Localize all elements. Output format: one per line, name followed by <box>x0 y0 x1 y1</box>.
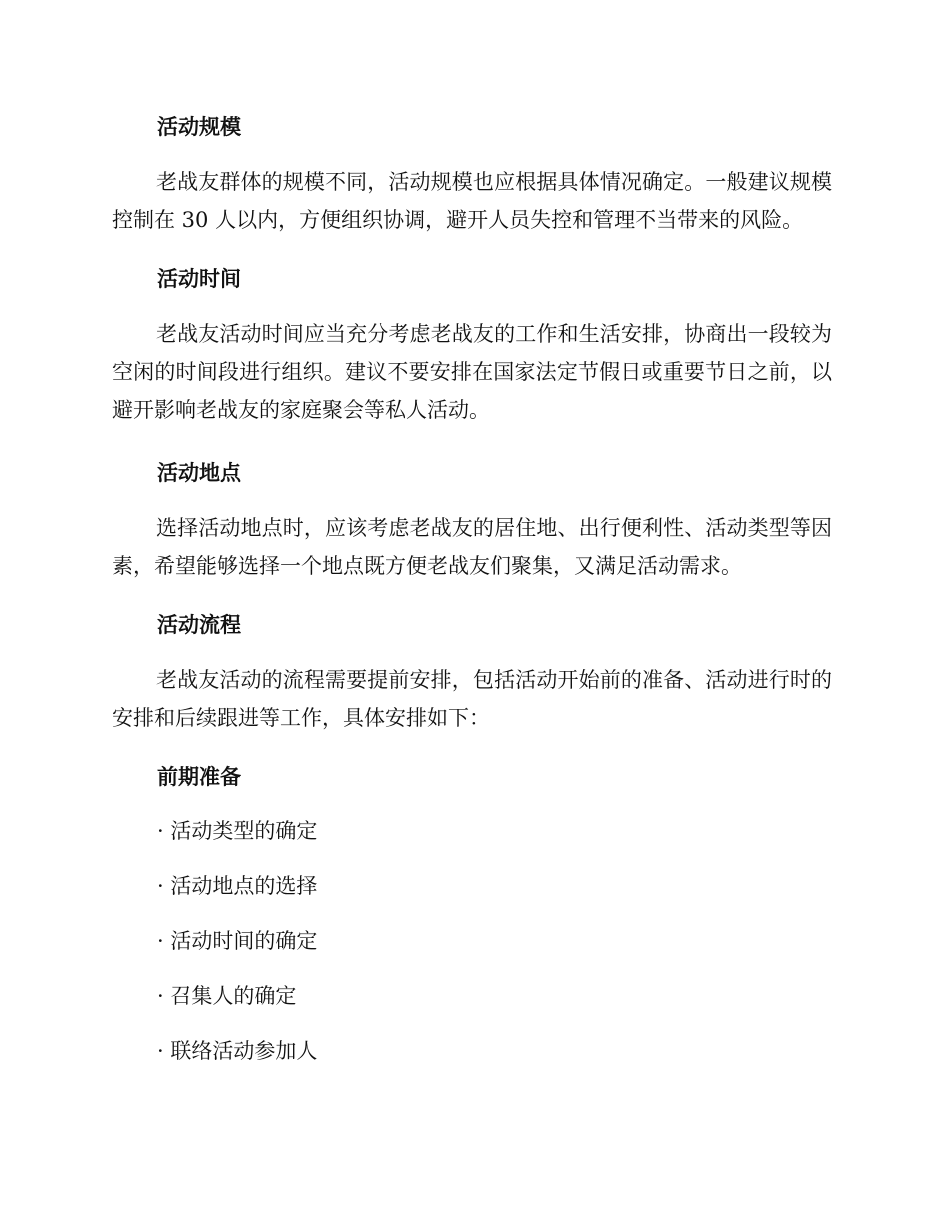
section-paragraph-location <box>112 509 832 585</box>
paragraph-text: 老战友群体的规模不同，活动规模也应根据具体情况确定。一般建议规模控制在 30 人以内，方便组织协调，避开人员失控和管理不当带来的风险。 <box>112 170 832 232</box>
section-paragraph-time <box>112 315 832 429</box>
section-heading-process: 活动流程 <box>157 612 241 637</box>
paragraph-text: 老战友活动时间应当充分考虑老战友的工作和生活安排，协商出一段较为空闲的时间段进行组织。建议不要安排在国家法定节假日或重要节日之前，以避开影响老战友的家庭聚会等私人活动。 <box>112 322 832 422</box>
section-heading-scale: 活动规模 <box>157 114 241 139</box>
list-item: · 活动类型的确定 <box>157 819 318 843</box>
section-heading-time: 活动时间 <box>157 266 241 291</box>
list-item: · 召集人的确定 <box>157 984 297 1008</box>
paragraph-text: 老战友活动的流程需要提前安排，包括活动开始前的准备、活动进行时的安排和后续跟进等工作，具体安排如下： <box>112 668 832 730</box>
list-item: · 联络活动参加人 <box>157 1039 318 1063</box>
section-paragraph-scale <box>112 163 832 239</box>
list-item: · 活动时间的确定 <box>157 929 318 953</box>
section-heading-location: 活动地点 <box>157 460 241 485</box>
paragraph-text: 选择活动地点时，应该考虑老战友的居住地、出行便利性、活动类型等因素，希望能够选择一个地点既方便老战友们聚集，又满足活动需求。 <box>112 516 832 578</box>
section-paragraph-process <box>112 661 832 737</box>
subsection-heading-preparation: 前期准备 <box>157 764 241 789</box>
list-item: · 活动地点的选择 <box>157 874 318 898</box>
